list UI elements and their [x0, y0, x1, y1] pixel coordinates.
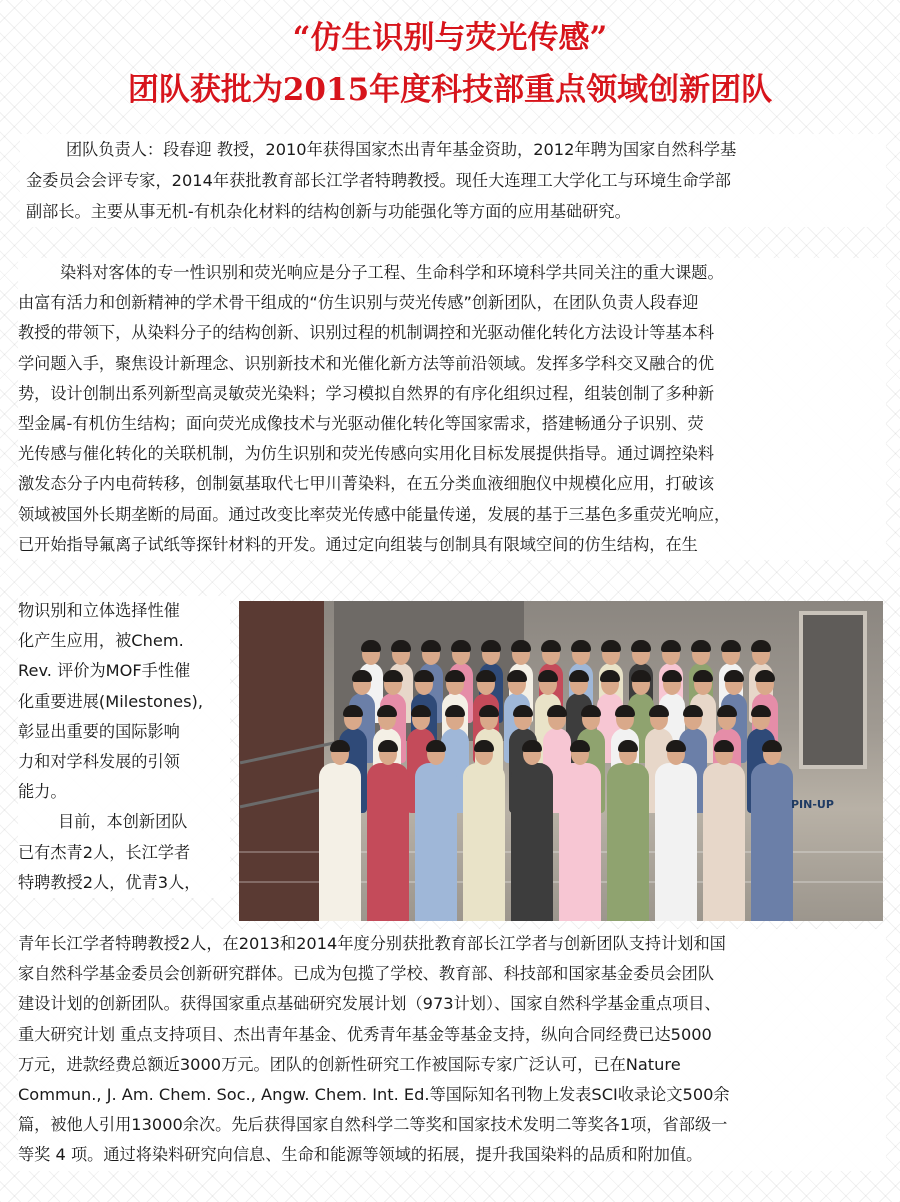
building-window: [799, 611, 867, 769]
person-hair: [414, 670, 434, 682]
person-hair: [581, 705, 601, 717]
person-figure: [367, 763, 409, 921]
person-hair: [445, 705, 465, 717]
person-hair: [751, 640, 771, 652]
person-figure: [319, 763, 361, 921]
body-line: 学问题入手，聚焦设计新理念、识别新技术和光催化新方法等前沿领域。发挥多学科交叉融合的优: [18, 353, 715, 373]
body-line: 光传感与催化转化的关联机制，为仿生识别和荧光传感向实用化目标发展提供指导。通过调控染料: [18, 444, 715, 464]
person-hair: [513, 705, 533, 717]
side-line: 目前，本创新团队: [58, 812, 188, 832]
closing-paragraph: [18, 929, 886, 1171]
person-figure: [703, 763, 745, 921]
person-hair: [571, 640, 591, 652]
person-hair: [426, 740, 446, 752]
person-figure: [751, 763, 793, 921]
person-hair: [547, 705, 567, 717]
side-line: 已有杰青2人，长江学者: [18, 842, 191, 862]
person-hair: [391, 640, 411, 652]
intro-line: 金委员会会评专家，2014年获批教育部长江学者特聘教授。现任大连理工大学化工与环境生命学部: [26, 171, 731, 190]
person-figure: [415, 763, 457, 921]
person-hair: [721, 640, 741, 652]
person-figure: [511, 763, 553, 921]
person-hair: [762, 740, 782, 752]
person-hair: [377, 705, 397, 717]
person-hair: [352, 670, 372, 682]
person-hair: [666, 740, 686, 752]
person-hair: [445, 670, 465, 682]
side-line: 物识别和立体选择性催: [18, 601, 180, 620]
closing-line: 篇，被他人引用13000余次。先后获得国家自然科学二等奖和国家技术发明二等奖各1项，省部级一: [18, 1115, 728, 1135]
person-hair: [615, 705, 635, 717]
body-line: 由富有活力和创新精神的学术骨干组成的“仿生识别与荧光传感”创新团队，在团队负责人段春迎: [18, 293, 699, 313]
closing-line: 青年长江学者特聘教授2人，在2013和2014年度分别获批教育部长江学者与创新团队支持计划和国: [18, 934, 726, 953]
body-line: 领域被国外长期垄断的局面。通过改变比率荧光传感中能量传递，发展的基于三基色多重荧光响应，: [18, 504, 731, 524]
person-hair: [631, 640, 651, 652]
person-hair: [378, 740, 398, 752]
closing-line: 万元，进款经费总额近3000万元。团队的创新性研究工作被国际专家广泛认可，已在Nature: [18, 1054, 681, 1074]
person-hair: [751, 705, 771, 717]
person-hair: [569, 670, 589, 682]
side-line: 特聘教授2人，优青3人，: [18, 872, 201, 892]
person-hair: [691, 640, 711, 652]
person-hair: [479, 705, 499, 717]
person-figure: [559, 763, 601, 921]
person-hair: [474, 740, 494, 752]
body-line: 教授的带领下，从染料分子的结构创新、识别过程的机制调控和光驱动催化转化方法设计等基本科: [18, 323, 715, 343]
side-line: 化重要进展(Milestones),: [18, 691, 203, 711]
person-hair: [330, 740, 350, 752]
body-line: 激发态分子内电荷转移，创制氨基取代七甲川菁染料，在五分类血液细胞仪中规模化应用，打破该: [18, 474, 715, 494]
person-hair: [717, 705, 737, 717]
person-hair: [724, 670, 744, 682]
person-hair: [600, 670, 620, 682]
person-hair: [755, 670, 775, 682]
body-line: 势，设计创制出系列新型高灵敏荧光染料；学习模拟自然界的有序化组织过程，组装创制了多种新: [18, 383, 715, 403]
person-hair: [683, 705, 703, 717]
person-hair: [661, 640, 681, 652]
body-line: 染料对客体的专一性识别和荧光响应是分子工程、生命科学和环境科学共同关注的重大课题。: [60, 263, 724, 282]
person-hair: [662, 670, 682, 682]
person-hair: [411, 705, 431, 717]
person-hair: [538, 670, 558, 682]
person-hair: [421, 640, 441, 652]
closing-line: 等奖 4 项。通过将染料研究向信息、生命和能源等领域的拓展，提升我国染料的品质和附加值。: [18, 1145, 703, 1165]
person-hair: [649, 705, 669, 717]
person-hair: [511, 640, 531, 652]
person-hair: [361, 640, 381, 652]
side-line: 力和对学科发展的引领: [18, 752, 180, 772]
title-line-2: 团队获批为2015年度科技部重点领域创新团队: [127, 72, 773, 108]
person-hair: [343, 705, 363, 717]
body-line: 已开始指导氟离子试纸等探针材料的开发。通过定向组装与创制具有限域空间的仿生结构，在生: [18, 534, 698, 554]
person-hair: [451, 640, 471, 652]
person-hair: [618, 740, 638, 752]
person-figure: [607, 763, 649, 921]
closing-line: 家自然科学基金委员会创新研究群体。已成为包揽了学校、教育部、科技部和国家基金委员会团队: [18, 964, 715, 984]
person-hair: [693, 670, 713, 682]
person-hair: [541, 640, 561, 652]
side-line: 彰显出重要的国际影响: [18, 721, 180, 741]
person-hair: [507, 670, 527, 682]
shirt-text: PIN-UP: [791, 798, 834, 811]
person-hair: [522, 740, 542, 752]
body-line: 型金属-有机仿生结构；面向荧光成像技术与光驱动催化转化等国家需求，搭建畅通分子识别、荧: [18, 414, 704, 434]
closing-line: Commun., J. Am. Chem. Soc., Angw. Chem. Int. Ed.等国际知名刊物上发表SCI收录论文500余: [18, 1085, 730, 1105]
team-group-photo: [239, 601, 883, 921]
person-figure: [463, 763, 505, 921]
person-hair: [714, 740, 734, 752]
title-line-1: “仿生识别与荧光传感”: [292, 20, 608, 56]
side-paragraph: [18, 596, 230, 898]
intro-paragraph: [20, 134, 886, 227]
side-line: 能力。: [18, 782, 67, 802]
intro-line: 副部长。主要从事无机-有机杂化材料的结构创新与功能强化等方面的应用基础研究。: [26, 202, 631, 221]
person-hair: [601, 640, 621, 652]
person-hair: [383, 670, 403, 682]
side-line: Rev. 评价为MOF手性催: [18, 661, 191, 681]
closing-line: 建设计划的创新团队。获得国家重点基础研究发展计划（973计划）、国家自然科学基金重点项目、: [18, 994, 721, 1014]
person-hair: [570, 740, 590, 752]
person-hair: [631, 670, 651, 682]
side-line: 化产生应用，被Chem.: [18, 631, 184, 651]
person-hair: [476, 670, 496, 682]
closing-line: 重大研究计划 重点支持项目、杰出青年基金、优秀青年基金等基金支持，纵向合同经费已达5000: [18, 1024, 712, 1044]
body-paragraph: [18, 258, 886, 560]
intro-line: 团队负责人：段春迎 教授，2010年获得国家杰出青年基金资助，2012年聘为国家自然科学基: [66, 140, 737, 159]
person-figure: [655, 763, 697, 921]
person-hair: [481, 640, 501, 652]
